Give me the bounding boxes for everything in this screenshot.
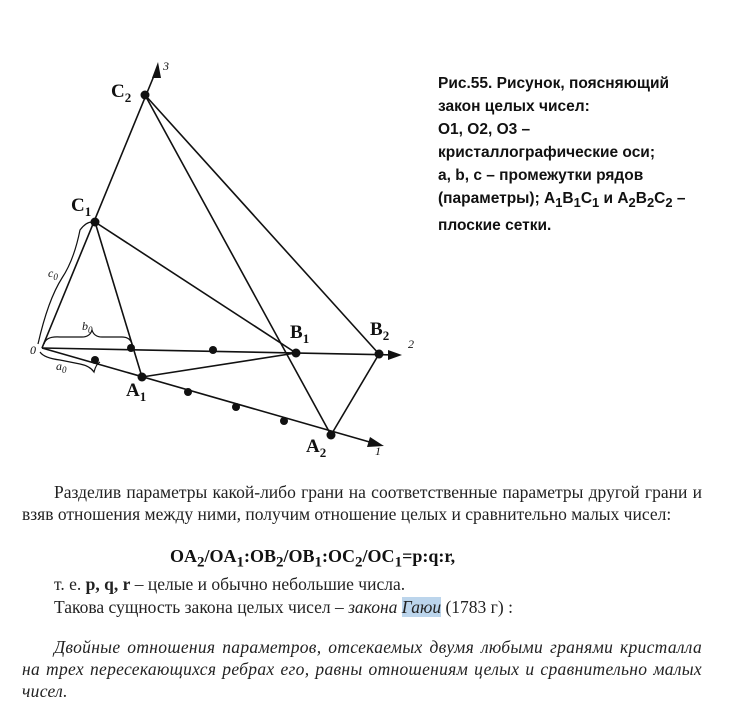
edge-c1-a1 <box>95 222 142 377</box>
ratio-formula: $OA_2/OA_1:OB_2/OB_1:OC_2/OC_1=p:q:r$, <box>170 546 456 571</box>
point-b2 <box>375 350 384 359</box>
label-axis-2: 2 <box>408 337 414 351</box>
lattice-point <box>184 388 192 396</box>
label-c0: $c_0$ <box>48 266 58 282</box>
caption-line: закон целых чисел: <box>438 98 590 115</box>
highlighted-name[interactable]: Гаюи <box>401 597 442 617</box>
caption-line: (параметры); $A_1B_1C_1$ и $A_2B_2C_2$ – <box>438 190 686 211</box>
axis-3-line <box>42 66 158 348</box>
lattice-point <box>91 356 99 364</box>
axis-3-arrow <box>152 62 161 78</box>
lattice-point <box>127 344 135 352</box>
point-c2 <box>141 91 150 100</box>
crystal-axes-figure <box>0 0 430 470</box>
edge-a2-b2 <box>331 354 379 435</box>
label-b1: $B_1$ <box>290 322 310 346</box>
label-b2: $B_2$ <box>370 319 390 343</box>
law-line: Такова сущность закона целых чисел – закона Гаюи (1783 г) : <box>54 597 513 617</box>
label-a2: $A_2$ <box>306 436 327 460</box>
axis-2-line <box>42 348 398 355</box>
edge-c2-a2 <box>145 95 331 435</box>
label-c1: $C_1$ <box>71 195 92 219</box>
edge-c1-b1 <box>95 222 296 353</box>
lattice-point <box>280 417 288 425</box>
edge-c2-b2 <box>145 95 379 354</box>
caption-line: кристаллографические оси; <box>438 144 655 161</box>
caption-line: O1, O2, O3 – <box>438 121 531 138</box>
point-c1 <box>91 218 100 227</box>
caption-line: плоские сетки. <box>438 217 552 235</box>
label-axis-3: 3 <box>163 59 169 73</box>
label-axis-1: 1 <box>375 444 381 458</box>
figure-caption <box>438 72 738 237</box>
point-b1 <box>292 349 301 358</box>
axis-2-arrow <box>388 350 402 360</box>
lattice-point <box>209 346 217 354</box>
caption-line: a, b, c – промежутки рядов <box>438 167 644 184</box>
edge-a1-b1 <box>142 353 296 377</box>
label-b0: $b_0$ <box>82 319 93 335</box>
label-a0: $a_0$ <box>56 359 67 375</box>
lattice-point <box>232 403 240 411</box>
definition-line: т. е. p, q, r – целые и обычно небольшие числа. <box>54 574 406 594</box>
point-a2 <box>327 431 336 440</box>
label-origin: 0 <box>30 343 36 357</box>
label-c2: $C_2$ <box>111 81 132 105</box>
law-statement: Двойные отношения параметров, отсекаемых двумя любыми гранями кристалла на трех пересекающихся ребрах его, равны отношениям целых и сравнительно малых чисел. <box>22 637 702 701</box>
caption-line: Рис.55. Рисунок, поясняющий <box>438 75 670 92</box>
body-paragraph: Разделив параметры какой-либо грани на соответственные параметры другой грани и взяв отношения между ними, получим отношение целых и сравнительно малых чисел: <box>22 482 702 524</box>
label-a1: $A_1$ <box>126 380 147 404</box>
